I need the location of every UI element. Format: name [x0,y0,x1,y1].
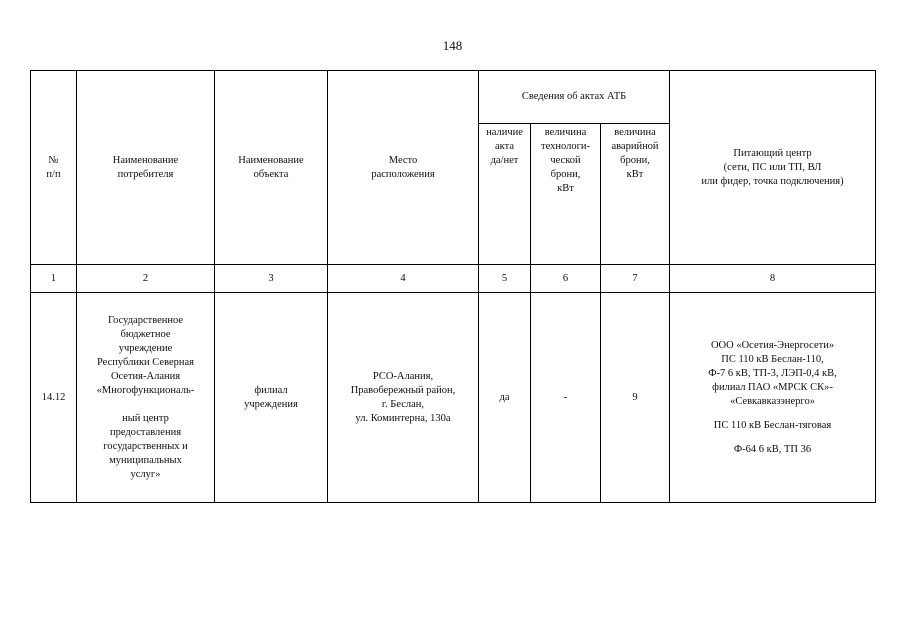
object-name: филиал учреждения [215,293,328,503]
power-center-gap [672,409,873,419]
tech-reserve: - [531,293,601,503]
row-number: 14.12 [31,293,77,503]
location: РСО-Алания, Правобережный район, г. Беслан, ул. Коминтерна, 130а [328,293,479,503]
power-center-line-1: ООО «Осетия-Энергосети» ПС 110 кВ Беслан-110, Ф-7 6 кВ, ТП-3, ЛЭП-0,4 кВ, филиал ПАО «МРСК СК»- «Севкавказэнерго» [708,339,837,407]
act-present: да [479,293,531,503]
header-act-present: наличие акта да/нет [479,124,531,265]
power-center-line-3: Ф-64 6 кВ, ТП 36 [733,443,812,455]
page-number: 148 [442,38,463,53]
header-col-num: № п/п [31,71,77,265]
column-number: 2 [77,265,215,293]
header-atb-group: Сведения об актах АТБ [479,71,670,124]
header-location: Место расположения [328,71,479,265]
header-consumer: Наименование потребителя [77,71,215,265]
column-number: 6 [531,265,601,293]
column-number: 3 [215,265,328,293]
column-number: 8 [670,265,876,293]
header-emergency-reserve: величина аварийной брони, кВт [601,124,670,265]
header-tech-reserve: величина технологи- ческой брони, кВт [531,124,601,265]
consumer-name: Государственное бюджетное учреждение Республики Северная Осетия-Алания «Многофункциональ- ный центр предоставления государственных и муниципальных услуг» [77,293,215,503]
column-number: 1 [31,265,77,293]
header-power-center: Питающий центр (сети, ПС или ТП, ВЛ или фидер, точка подключения) [670,71,876,265]
power-center [670,293,876,503]
column-number: 4 [328,265,479,293]
column-number: 5 [479,265,531,293]
power-center-line-2: ПС 110 кВ Беслан-тяговая [713,419,832,431]
header-row [31,71,876,124]
power-center-gap [672,433,873,443]
column-number: 7 [601,265,670,293]
emergency-reserve: 9 [601,293,670,503]
column-number-row [31,265,876,293]
table-row [31,293,876,503]
header-object: Наименование объекта [215,71,328,265]
atb-table [30,70,876,503]
